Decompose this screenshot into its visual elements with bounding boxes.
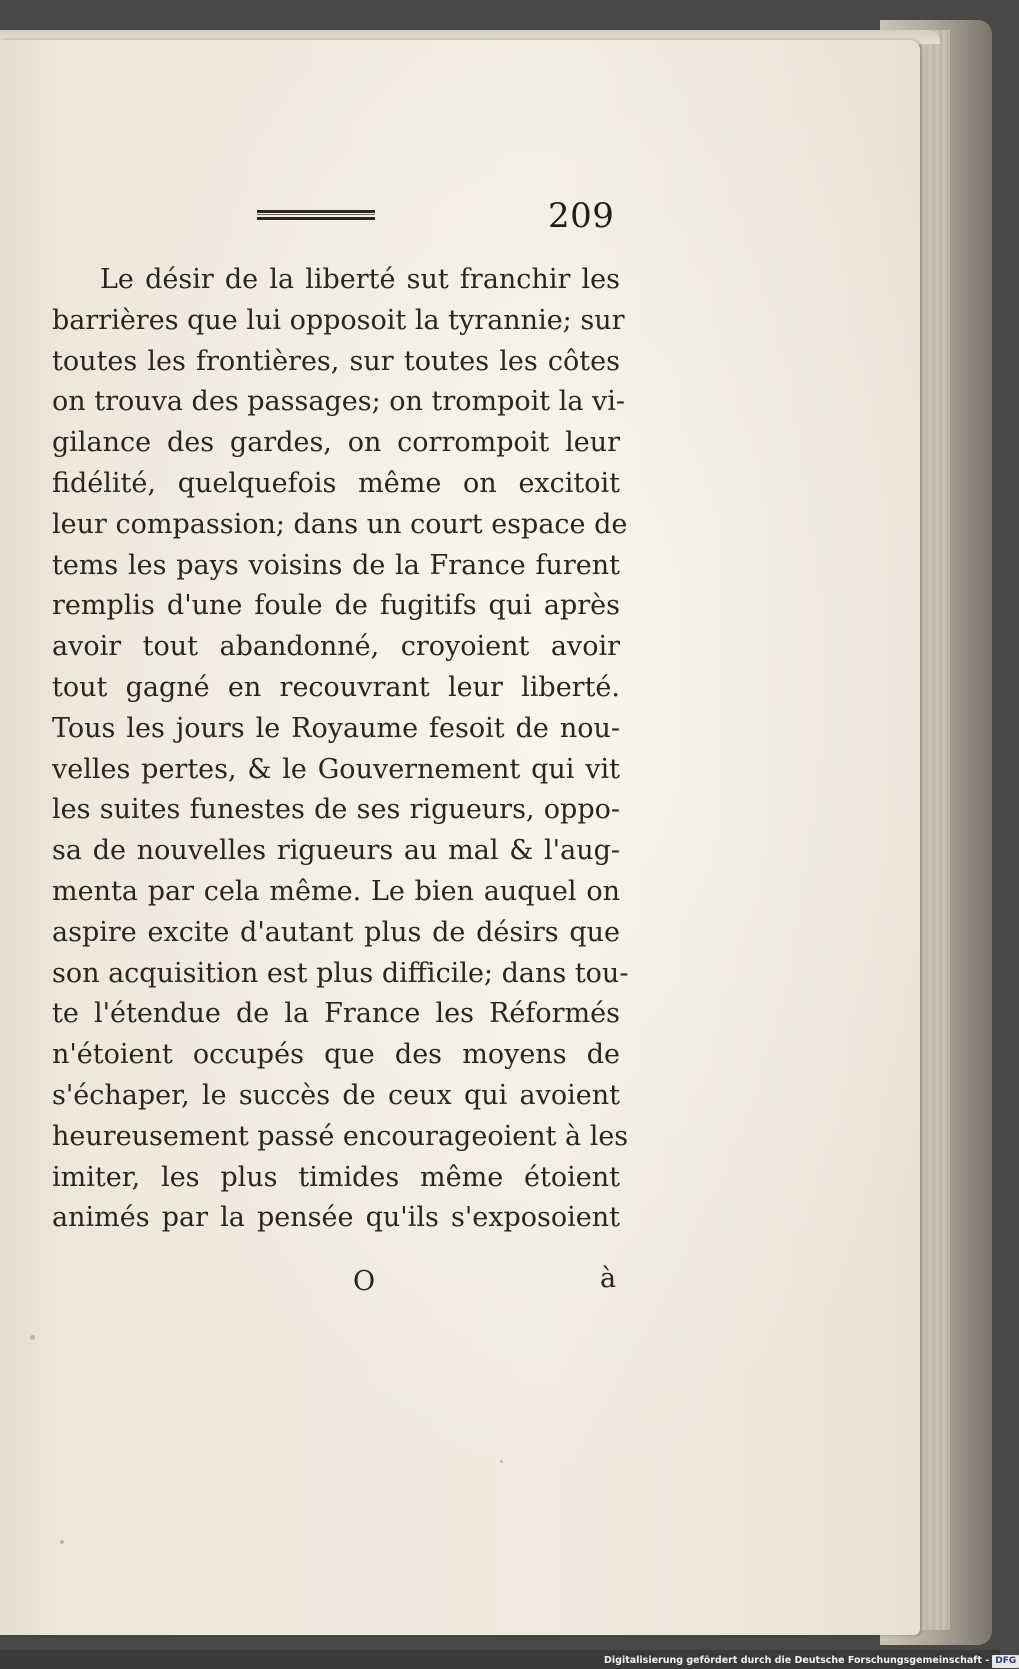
text-line: n'étoient occupés que des moyens de (52, 1039, 620, 1071)
dfg-logo: DFG (992, 1655, 1019, 1668)
text-line: imiter, les plus timides même étoient (52, 1161, 620, 1193)
text-line: on trouva des passages; on trompoit la vi- (52, 386, 626, 418)
text-line: son acquisition est plus difficile; dans tou- (52, 957, 629, 989)
text-line: aspire excite d'autant plus de désirs que (52, 916, 620, 948)
text-line: heureusement passé encourageoient à les (52, 1120, 629, 1152)
text-line: gilance des gardes, on corrompoit leur (52, 427, 620, 459)
text-line: te l'étendue de la France les Réformés (52, 998, 620, 1030)
credit-text: Digitalisierung gefördert durch die Deutsche Forschungsgemeinschaft - (604, 1655, 990, 1666)
page-number: 209 (548, 196, 615, 236)
text-line: avoir tout abandonné, croyoient avoir (52, 631, 620, 663)
ink-stain (500, 1460, 503, 1463)
digitization-credit (604, 1652, 1019, 1669)
text-line: menta par cela même. Le bien auquel on (52, 875, 620, 907)
text-line: fidélité, quelquefois même on excitoit (52, 467, 620, 499)
text-line: velles pertes, & le Gouvernement qui vit (52, 753, 620, 785)
text-line: animés par la pensée qu'ils s'exposoient (52, 1202, 620, 1234)
ink-stain (60, 1540, 64, 1544)
body-text (52, 260, 629, 1239)
text-line: leur compassion; dans un court espace de (52, 508, 628, 540)
signature-mark: O (353, 1266, 376, 1297)
text-line: tems les pays voisins de la France furent (52, 549, 620, 581)
text-line: les suites funestes de ses rigueurs, oppo- (52, 794, 620, 826)
ink-stain (30, 1335, 35, 1340)
text-line: sa de nouvelles rigueurs au mal & l'aug- (52, 835, 620, 867)
text-line: barrières que lui opposoit la tyrannie; sur (52, 304, 625, 336)
text-line: s'échaper, le succès de ceux qui avoient (52, 1079, 620, 1111)
text-line: tout gagné en recouvrant leur liberté. (52, 671, 620, 703)
text-line: Tous les jours le Royaume fesoit de nou- (52, 712, 620, 744)
running-head-rule (257, 210, 375, 220)
text-line: toutes les frontières, sur toutes les côtes (52, 345, 620, 377)
catchword: à (600, 1263, 617, 1294)
text-line: Le désir de la liberté sut franchir les (100, 264, 620, 295)
text-line: remplis d'une foule de fugitifs qui après (52, 590, 620, 622)
